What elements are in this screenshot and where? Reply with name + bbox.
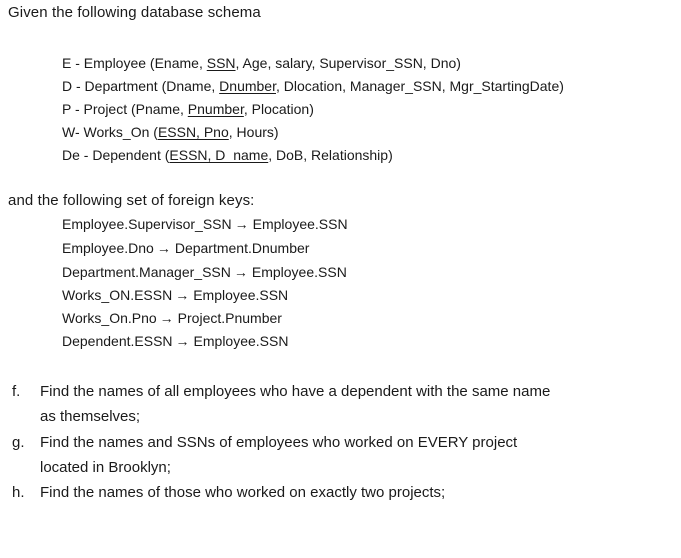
right-arrow-icon: → [234,216,249,232]
schema-text: , Age, salary, Supervisor_SSN, Dno) [235,55,461,71]
schema-text: , Plocation) [243,101,314,117]
question-g-line-2: located in Brooklyn; [40,459,171,476]
schema-text: De - Dependent ( [62,147,170,163]
fk-heading: and the following set of foreign keys: [8,192,255,209]
foreign-key-line [62,287,288,303]
schema-text: P - Project (Pname, [62,101,188,117]
question-label-h: h. [12,484,25,501]
fk-to: Employee.SSN [251,264,347,280]
question-f-line-2: as themselves; [40,408,141,425]
fk-to: Project.Pnumber [177,310,282,326]
schema-works-on [62,124,279,140]
foreign-key-line [62,333,288,349]
fk-to: Department.Dnumber [174,240,310,256]
fk-from: Works_On.Pno [62,310,157,326]
primary-key: Dnumber [219,78,276,94]
schema-employee [62,55,461,71]
schema-text: D - Department (Dname, [62,78,220,94]
primary-key: Pnumber [187,101,244,117]
foreign-key-line [62,310,282,326]
schema-project [62,101,314,117]
schema-text: , Dlocation, Manager_SSN, Mgr_StartingDate) [275,78,564,94]
primary-key: ESSN, D_name [169,147,269,163]
fk-to: Employee.SSN [252,216,348,232]
schema-dependent [62,147,393,163]
question-f-line-1: Find the names of all employees who have a dependent with the same name [40,383,551,400]
fk-to: Employee.SSN [193,333,289,349]
schema-text: W- Works_On ( [62,124,158,140]
primary-key: ESSN, Pno [157,124,229,140]
fk-to: Employee.SSN [193,287,289,303]
primary-key: SSN [206,55,236,71]
foreign-key-line [62,216,348,232]
question-h-line-1: Find the names of those who worked on exactly two projects; [40,484,446,501]
right-arrow-icon: → [156,240,171,256]
fk-from: Dependent.ESSN [62,333,173,349]
right-arrow-icon: → [159,310,174,326]
question-g-line-1: Find the names and SSNs of employees who worked on EVERY project [40,434,518,451]
fk-from: Department.Manager_SSN [62,264,231,280]
foreign-key-line [62,264,347,280]
foreign-key-line [62,240,309,256]
schema-text: , DoB, Relationship) [268,147,393,163]
fk-from: Employee.Supervisor_SSN [62,216,232,232]
right-arrow-icon: → [233,264,248,280]
schema-text: , Hours) [228,124,279,140]
question-label-g: g. [12,434,25,451]
schema-department [62,78,564,94]
schema-text: E - Employee (Ename, [62,55,207,71]
question-label-f: f. [12,383,21,400]
fk-from: Works_ON.ESSN [62,287,173,303]
fk-from: Employee.Dno [62,240,154,256]
right-arrow-icon: → [175,333,190,349]
intro-heading: Given the following database schema [8,4,261,21]
right-arrow-icon: → [175,287,190,303]
